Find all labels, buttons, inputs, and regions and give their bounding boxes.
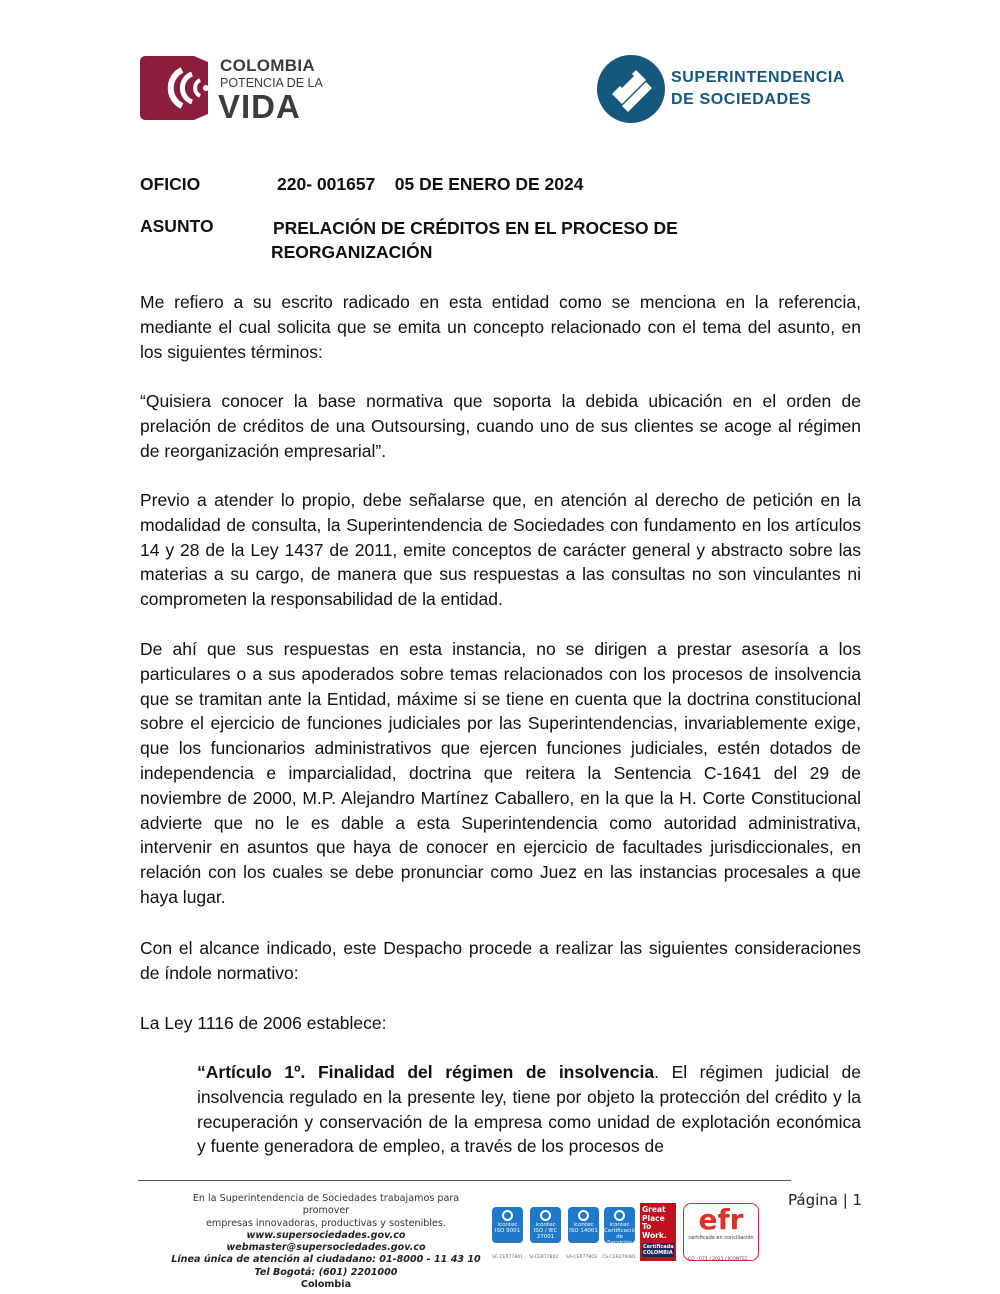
paragraph-scope: Previo a atender lo propio, debe señalarse que, en atención al derecho de petición en la modalidad de consulta, la Superintendencia de Sociedades con fundamento en los artículos 14 y 28 de la Ley 1437 de 2011, emite conceptos de carácter general y abstracto sobre las materias a su cargo, de manera que sus respuestas a las consultas no son vinculantes ni comprometen la responsabilidad de la entidad. xyxy=(140,490,861,610)
cert-code: SI-CER77802 xyxy=(529,1255,559,1260)
paragraph-doctrine: De ahí que sus respuestas en esta instancia, no se dirigen a prestar asesoría a los particulares o a sus apoderados sobre temas relacionados con los procesos de insolvencia que se tramitan ante la Entidad, máxime si se tiene en cuenta que la doctrina constitucional sobre el ejercicio de funciones judiciales por las Superintendencias, invariablemente exige, que los funcionarios administrativos que ejercen funciones judiciales, estén dotados de independencia e imparcialidad, doctrina que reitera la Sentencia C-1641 del 29 de noviembre de 2000, M.P. Alejandro Martínez Caballero, en la que la H. Corte Constitucional advierte que no le es dable a esta Superintendencia como autoridad administrativa, intervenir en asuntos que haya de conocer en ejercicio de facultades jurisdiccionales, en relación con los cuales se debe pronunciar como Juez en las instancias procesales a que haya lugar. xyxy=(140,639,861,907)
great-place-to-work-badge: Great Place To Work. Certificada COLOMBIA xyxy=(640,1203,676,1261)
asunto-label: ASUNTO xyxy=(140,216,214,236)
efr-code: CO - 071 / 2021 / ICONTEC xyxy=(688,1257,749,1262)
article-text: . El régimen judicial de insolvencia regulado en la presente ley, tiene por objeto la protección del crédito y la recuperación y conservación de la empresa como unidad de explotación económica y fuente generadora de empleo, a través de los procesos de xyxy=(197,1062,862,1157)
asunto-line2: REORGANIZACIÓN xyxy=(271,242,433,262)
cert-code: SA-CER77803 xyxy=(566,1255,597,1260)
asunto-text xyxy=(271,216,741,264)
paragraph-considerations: Con el alcance indicado, este Despacho procede a realizar las siguientes consideraciones de índole normativo: xyxy=(140,938,861,983)
law-article-quote xyxy=(197,1060,861,1159)
colombia-arc-icon xyxy=(138,52,214,124)
icontec-icon: icontec ISO 14001 xyxy=(568,1207,599,1243)
supersociedades-logo-line1: SUPERINTENDENCIA xyxy=(671,69,846,86)
icontec-icon: icontec Certificación de Servicios xyxy=(604,1207,635,1243)
footer-website-link[interactable]: www.supersociedades.gov.co xyxy=(246,1229,406,1241)
footer-hotline: Línea única de atención al ciudadano: 01-8000 - 11 43 10 xyxy=(171,1254,481,1266)
colombia-potencia-logo xyxy=(138,52,338,124)
oficio-label: OFICIO xyxy=(140,174,201,194)
paragraph-law-reference: La Ley 1116 de 2006 establece: xyxy=(140,1013,387,1033)
supersociedades-emblem-icon xyxy=(596,54,668,126)
efr-subtitle: certificado en conciliación xyxy=(688,1235,754,1241)
footer-country: Colombia xyxy=(300,1279,352,1291)
colombia-logo-line3: VIDA xyxy=(218,88,301,125)
supersociedades-logo-line2: DE SOCIEDADES xyxy=(671,91,812,108)
footer-phone: Tel Bogotá: (601) 2201000 xyxy=(254,1266,398,1278)
icontec-icon: icontec ISO 9001 xyxy=(492,1207,523,1243)
cert-code: CS-CER279481 xyxy=(602,1255,636,1260)
paragraph-question-quote: “Quisiera conocer la base normativa que soporta la debida ubicación en el orden de prelación de créditos de una Outsoursing, cuando uno de sus clientes se acoge al régimen de reorganización empresarial”. xyxy=(140,391,861,461)
supersociedades-logo xyxy=(596,54,886,126)
cert-code: SC-CER77801 xyxy=(492,1255,524,1260)
page-number: Página | 1 xyxy=(788,1191,863,1209)
oficio-number: 220- 001657 xyxy=(277,174,376,194)
footer-email-link[interactable]: webmaster@supersociedades.gov.co xyxy=(226,1242,426,1254)
icontec-icon: icontec ISO / IEC 27001 xyxy=(530,1207,561,1243)
colombia-logo-line2: POTENCIA DE LA xyxy=(220,76,323,90)
asunto-line1: PRELACIÓN DE CRÉDITOS EN EL PROCESO DE xyxy=(273,218,678,238)
article-title: “Artículo 1º. Finalidad del régimen de insolvencia xyxy=(197,1062,655,1082)
oficio-date: 05 DE ENERO DE 2024 xyxy=(394,174,584,194)
oficio-reference xyxy=(277,174,583,195)
efr-certification-badge xyxy=(683,1203,759,1261)
footer-mission-line1: En la Superintendencia de Sociedades trabajamos para promover xyxy=(192,1193,460,1217)
paragraph-intro: Me refiero a su escrito radicado en esta entidad como se menciona en la referencia, mediante el cual solicita que se emita un concepto relacionado con el tema del asunto, en los siguientes términos: xyxy=(140,292,861,362)
efr-logo: efr xyxy=(698,1203,744,1236)
footer-mission-line2: empresas innovadoras, productivas y sostenibles. xyxy=(206,1217,446,1229)
colombia-logo-line1: COLOMBIA xyxy=(220,56,315,75)
certification-badges xyxy=(492,1203,772,1265)
footer-divider xyxy=(138,1180,791,1181)
footer-contact-info xyxy=(170,1193,482,1291)
